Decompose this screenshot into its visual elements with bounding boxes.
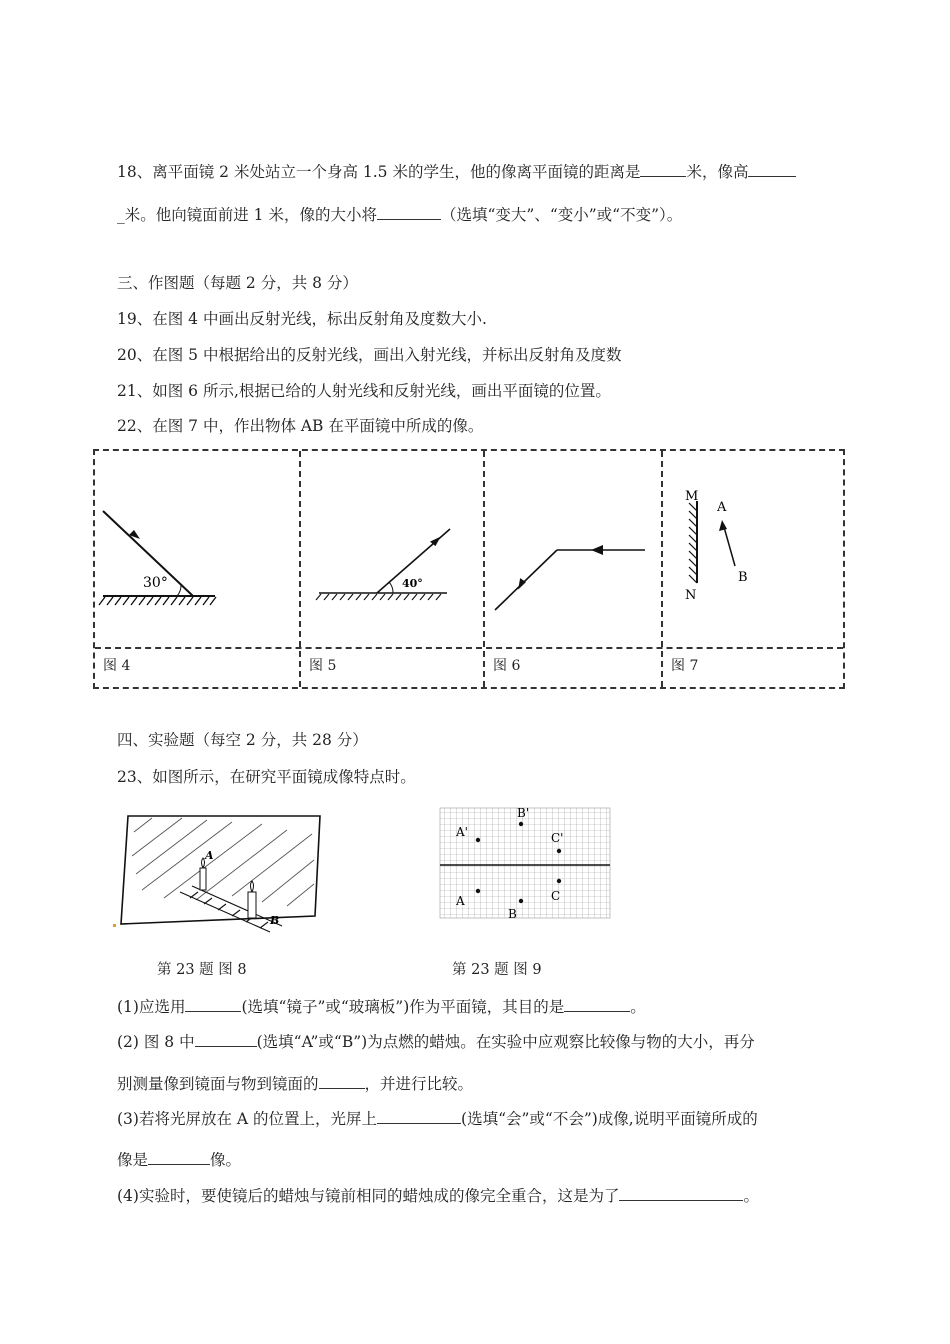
fig7-label-m: M: [685, 489, 699, 504]
subq-3-line1: (3)若将光屏放在 A 的位置上，光屏上 (选填“会”或“不会”)成像,说明平面镜所成的: [117, 1110, 758, 1128]
figure-7-diagram: [663, 451, 843, 641]
fig9-caption: 第 23 题 图 9: [452, 962, 542, 978]
answer-blank[interactable]: [748, 162, 796, 177]
fig8-label-a: A: [205, 849, 214, 862]
answer-blank[interactable]: [319, 1074, 365, 1089]
cell-fig4: [95, 451, 301, 687]
fig4-angle-label: 30°: [143, 575, 168, 591]
question-22: 22、在图 7 中，作出物体 AB 在平面镜中所成的像。: [117, 417, 484, 435]
cell-fig5: [301, 451, 485, 687]
q18-line2: _米。他向镜面前进 1 米，像的大小将 （选填“变大”、“变小”或“不变”）。: [117, 206, 683, 224]
section3-title: 三、作图题（每题 2 分，共 8 分）: [117, 274, 358, 292]
table-row-divider: [95, 647, 843, 649]
answer-blank[interactable]: [619, 1186, 743, 1201]
subq-2-line1: (2) 图 8 中 (选填“A”或“B”)为点燃的蜡烛。在实验中应观察比较像与物的大小，再分: [117, 1033, 755, 1051]
fig7-label-n: N: [685, 588, 697, 603]
figure-4-diagram: [95, 451, 295, 641]
figure-9-grid: [438, 806, 613, 921]
question-23: 23、如图所示，在研究平面镜成像特点时。: [117, 768, 416, 786]
fig4-caption: 图 4: [103, 658, 131, 674]
question-21: 21、如图 6 所示,根据已给的人射光线和反射光线，画出平面镜的位置。: [117, 382, 611, 400]
answer-blank[interactable]: [185, 997, 241, 1012]
figure-8-glass-plate: [112, 808, 327, 933]
figure-5-diagram: [301, 451, 481, 641]
subq-4: (4)实验时，要使镜后的蜡烛与镜前相同的蜡烛成的像完全重合，这是为了 。: [117, 1187, 759, 1205]
cell-fig6: [485, 451, 663, 687]
figure-6-diagram: [485, 451, 661, 641]
answer-blank[interactable]: [195, 1032, 257, 1047]
fig9-label-b: B: [508, 907, 517, 921]
fig5-angle-label: 40°: [402, 577, 423, 590]
fig8-label-b: B: [270, 914, 280, 927]
subq-1: (1)应选用 (选填“镜子”或“玻璃板”)作为平面镜，其目的是 。: [117, 998, 646, 1016]
section4-title: 四、实验题（每空 2 分，共 28 分）: [117, 731, 368, 749]
fig7-label-b: B: [738, 570, 748, 585]
answer-blank[interactable]: [377, 1109, 461, 1124]
cell-fig7: [663, 451, 847, 687]
answer-blank[interactable]: [564, 997, 630, 1012]
fig9-label-a-prime: A': [456, 825, 468, 839]
fig9-label-c-prime: C': [551, 831, 564, 845]
fig9-label-a: A: [456, 894, 465, 908]
fig6-caption: 图 6: [493, 658, 521, 674]
question-19: 19、在图 4 中画出反射光线，标出反射角及度数大小.: [117, 310, 487, 328]
fig9-label-b-prime: B': [517, 806, 530, 820]
answer-blank[interactable]: [640, 162, 686, 177]
fig9-label-c: C: [551, 889, 561, 903]
fig8-caption: 第 23 题 图 8: [157, 962, 247, 978]
subq-3-line2: 像是 像。: [117, 1151, 242, 1169]
fig5-caption: 图 5: [309, 658, 337, 674]
subq-2-line2: 别测量像到镜面与物到镜面的 ，并进行比较。: [117, 1075, 474, 1093]
answer-blank[interactable]: [377, 205, 441, 220]
answer-blank[interactable]: [148, 1150, 210, 1165]
fig7-caption: 图 7: [671, 658, 699, 674]
figure-table: [93, 449, 845, 689]
fig7-label-a: A: [717, 500, 727, 515]
question-20: 20、在图 5 中根据给出的反射光线，画出入射光线，并标出反射角及度数: [117, 346, 622, 364]
q18-line1: 18、离平面镜 2 米处站立一个身高 1.5 米的学生，他的像离平面镜的距离是 米，像高: [117, 160, 796, 182]
